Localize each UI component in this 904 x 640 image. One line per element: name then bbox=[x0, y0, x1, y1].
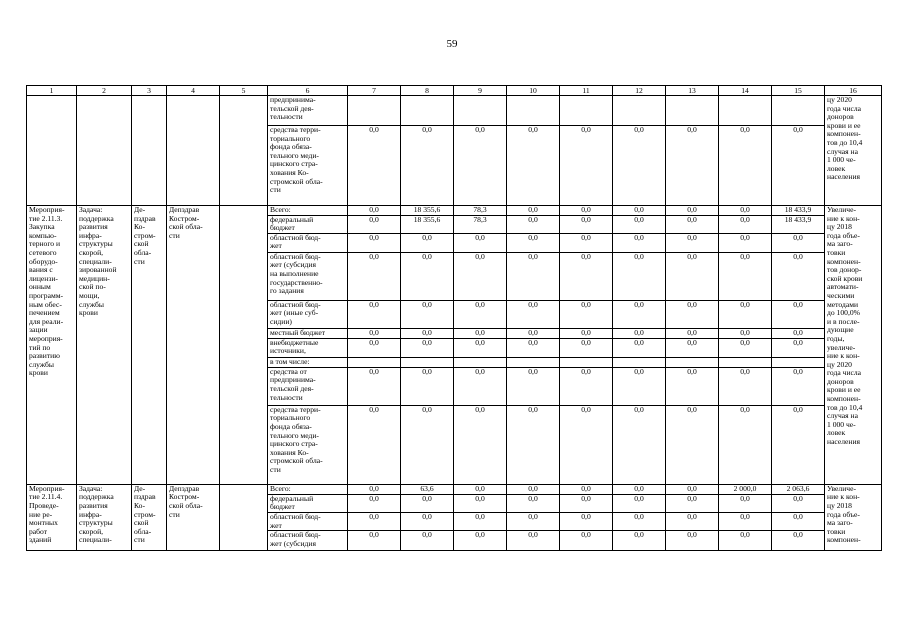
column-header: 6 bbox=[268, 86, 348, 96]
value-cell: 0,0 bbox=[666, 206, 719, 216]
block-c3: Де- пздрав Ко- стром- ской обла- сти bbox=[132, 484, 167, 550]
column-header: 12 bbox=[613, 86, 666, 96]
value-cell: 0,0 bbox=[560, 206, 613, 216]
funding-source-label: внебюджетные источники, bbox=[268, 338, 348, 357]
value-cell: 0,0 bbox=[666, 367, 719, 405]
value-cell bbox=[719, 96, 772, 126]
value-cell: 0,0 bbox=[507, 405, 560, 484]
value-cell: 0,0 bbox=[401, 126, 454, 206]
funding-source-label: Всего: bbox=[268, 484, 348, 494]
value-cell bbox=[613, 357, 666, 367]
value-cell: 0,0 bbox=[507, 531, 560, 551]
value-cell: 0,0 bbox=[348, 338, 401, 357]
table-row bbox=[27, 206, 882, 216]
column-header: 7 bbox=[348, 86, 401, 96]
value-cell: 0,0 bbox=[401, 405, 454, 484]
column-header: 3 bbox=[132, 86, 167, 96]
value-cell: 0,0 bbox=[560, 494, 613, 512]
value-cell: 0,0 bbox=[772, 233, 825, 252]
value-cell: 0,0 bbox=[613, 300, 666, 328]
value-cell: 0,0 bbox=[666, 512, 719, 530]
value-cell: 0,0 bbox=[772, 126, 825, 206]
funding-source-label: Всего: bbox=[268, 206, 348, 216]
value-cell: 0,0 bbox=[613, 206, 666, 216]
header-row bbox=[27, 86, 882, 96]
value-cell: 0,0 bbox=[507, 367, 560, 405]
block-c5 bbox=[220, 484, 268, 550]
value-cell: 0,0 bbox=[348, 252, 401, 300]
value-cell: 0,0 bbox=[507, 512, 560, 530]
table-row bbox=[27, 96, 882, 126]
value-cell: 0,0 bbox=[719, 233, 772, 252]
value-cell: 0,0 bbox=[348, 494, 401, 512]
funding-source-label: предпринима- тельской дея- тельности bbox=[268, 96, 348, 126]
value-cell: 0,0 bbox=[613, 367, 666, 405]
value-cell: 0,0 bbox=[666, 328, 719, 338]
value-cell: 0,0 bbox=[560, 233, 613, 252]
column-header: 8 bbox=[401, 86, 454, 96]
column-header: 11 bbox=[560, 86, 613, 96]
value-cell: 0,0 bbox=[772, 328, 825, 338]
funding-source-label: средства от предпринима- тельской дея- тельности bbox=[268, 367, 348, 405]
block-c1: Мероприя- тие 2.11.3. Закупка компью- терного и сетевого оборудо- вания с лицензи- онным программ- ным обес- печением для реали- зации мероприя- тий по развитию службы крови bbox=[27, 206, 77, 485]
value-cell: 0,0 bbox=[719, 512, 772, 530]
value-cell: 78,3 bbox=[454, 215, 507, 233]
value-cell: 0,0 bbox=[348, 206, 401, 216]
value-cell: 0,0 bbox=[772, 405, 825, 484]
value-cell: 0,0 bbox=[613, 338, 666, 357]
value-cell: 0,0 bbox=[454, 405, 507, 484]
value-cell: 0,0 bbox=[348, 367, 401, 405]
value-cell bbox=[454, 96, 507, 126]
value-cell bbox=[348, 357, 401, 367]
funding-source-label: средства терри- ториального фонда обяза- тельного меди- цинского стра- хования Ко- стромской обла- сти bbox=[268, 126, 348, 206]
value-cell: 0,0 bbox=[719, 328, 772, 338]
block-c3: Де- пздрав Ко- стром- ской обла- сти bbox=[132, 206, 167, 485]
expected-result: Увеличе- ние к кон- цу 2018 года объе- ма заго- товки компонен- bbox=[825, 484, 882, 550]
column-header: 5 bbox=[220, 86, 268, 96]
value-cell: 0,0 bbox=[507, 233, 560, 252]
value-cell bbox=[401, 96, 454, 126]
value-cell: 0,0 bbox=[454, 252, 507, 300]
budget-table bbox=[26, 85, 882, 551]
funding-source-label: федеральный бюджет bbox=[268, 215, 348, 233]
value-cell: 0,0 bbox=[454, 484, 507, 494]
value-cell: 0,0 bbox=[666, 494, 719, 512]
value-cell: 0,0 bbox=[560, 367, 613, 405]
block-c4 bbox=[167, 96, 220, 206]
value-cell bbox=[507, 96, 560, 126]
value-cell: 0,0 bbox=[719, 494, 772, 512]
funding-source-label: областной бюд- жет bbox=[268, 233, 348, 252]
expected-result: цу 2020 года числа доноров крови и ее компонен- тов до 10,4 случая на 1 000 че- ловек населения bbox=[825, 96, 882, 206]
value-cell: 0,0 bbox=[613, 215, 666, 233]
value-cell: 0,0 bbox=[401, 252, 454, 300]
column-header: 14 bbox=[719, 86, 772, 96]
value-cell: 0,0 bbox=[719, 405, 772, 484]
page-number: 59 bbox=[446, 38, 458, 50]
value-cell: 0,0 bbox=[348, 215, 401, 233]
value-cell: 0,0 bbox=[454, 494, 507, 512]
value-cell: 0,0 bbox=[401, 512, 454, 530]
value-cell: 0,0 bbox=[507, 484, 560, 494]
value-cell: 0,0 bbox=[666, 233, 719, 252]
block-c2: Задача: поддержка развития инфра- структуры скорой, специали- bbox=[77, 484, 132, 550]
value-cell bbox=[560, 357, 613, 367]
value-cell: 0,0 bbox=[560, 405, 613, 484]
value-cell: 63,6 bbox=[401, 484, 454, 494]
value-cell: 0,0 bbox=[454, 126, 507, 206]
value-cell: 18 355,6 bbox=[401, 215, 454, 233]
block-c2 bbox=[77, 96, 132, 206]
funding-source-label: областной бюд- жет (иные суб- сидии) bbox=[268, 300, 348, 328]
value-cell: 0,0 bbox=[454, 300, 507, 328]
value-cell: 0,0 bbox=[772, 338, 825, 357]
value-cell: 0,0 bbox=[719, 126, 772, 206]
block-c3 bbox=[132, 96, 167, 206]
column-header: 1 bbox=[27, 86, 77, 96]
value-cell: 0,0 bbox=[613, 252, 666, 300]
value-cell: 0,0 bbox=[401, 494, 454, 512]
value-cell: 0,0 bbox=[348, 233, 401, 252]
column-header: 9 bbox=[454, 86, 507, 96]
value-cell bbox=[666, 96, 719, 126]
block-c4: Депздрав Костром- ской обла- сти bbox=[167, 484, 220, 550]
value-cell bbox=[507, 357, 560, 367]
value-cell: 0,0 bbox=[613, 233, 666, 252]
value-cell: 0,0 bbox=[560, 338, 613, 357]
value-cell: 0,0 bbox=[401, 531, 454, 551]
value-cell: 2 063,6 bbox=[772, 484, 825, 494]
value-cell: 0,0 bbox=[507, 252, 560, 300]
value-cell: 0,0 bbox=[613, 405, 666, 484]
funding-source-label: областной бюд- жет (субсидия на выполнение государственно- го задания bbox=[268, 252, 348, 300]
value-cell bbox=[454, 357, 507, 367]
funding-source-label: областной бюд- жет bbox=[268, 512, 348, 530]
value-cell: 0,0 bbox=[613, 512, 666, 530]
value-cell: 0,0 bbox=[613, 484, 666, 494]
block-c1: Мероприя- тие 2.11.4. Проведе- ние ре- монтных работ зданий bbox=[27, 484, 77, 550]
value-cell: 0,0 bbox=[719, 206, 772, 216]
value-cell: 0,0 bbox=[401, 367, 454, 405]
value-cell: 0,0 bbox=[401, 300, 454, 328]
value-cell: 0,0 bbox=[560, 484, 613, 494]
value-cell bbox=[772, 96, 825, 126]
value-cell: 0,0 bbox=[666, 215, 719, 233]
value-cell: 0,0 bbox=[454, 531, 507, 551]
value-cell: 0,0 bbox=[507, 494, 560, 512]
value-cell: 0,0 bbox=[560, 252, 613, 300]
value-cell: 0,0 bbox=[348, 328, 401, 338]
value-cell: 0,0 bbox=[772, 494, 825, 512]
column-header: 13 bbox=[666, 86, 719, 96]
value-cell: 0,0 bbox=[666, 531, 719, 551]
block-c5 bbox=[220, 206, 268, 485]
value-cell: 0,0 bbox=[507, 206, 560, 216]
column-header: 16 bbox=[825, 86, 882, 96]
value-cell: 0,0 bbox=[348, 512, 401, 530]
column-header: 15 bbox=[772, 86, 825, 96]
value-cell: 0,0 bbox=[401, 338, 454, 357]
block-c5 bbox=[220, 96, 268, 206]
value-cell: 0,0 bbox=[666, 126, 719, 206]
value-cell bbox=[666, 357, 719, 367]
funding-source-label: местный бюджет bbox=[268, 328, 348, 338]
value-cell: 0,0 bbox=[772, 512, 825, 530]
value-cell: 0,0 bbox=[719, 338, 772, 357]
value-cell: 18 355,6 bbox=[401, 206, 454, 216]
expected-result: Увеличе- ние к кон- цу 2018 года объе- ма заго- товки компонен- тов донор- ской крови автомати- ческими методами до 100,0% и в после- дующие годы, увеличе- ние к кон- цу 2020 года числа доноров крови и ее компонен- тов до 10,4 случая на 1 000 че- ловек населения bbox=[825, 206, 882, 485]
value-cell: 0,0 bbox=[507, 338, 560, 357]
value-cell: 0,0 bbox=[348, 531, 401, 551]
value-cell bbox=[613, 96, 666, 126]
table-row bbox=[27, 484, 882, 494]
value-cell: 0,0 bbox=[719, 367, 772, 405]
value-cell: 0,0 bbox=[560, 531, 613, 551]
value-cell: 0,0 bbox=[613, 126, 666, 206]
block-c4: Депздрав Костром- ской обла- сти bbox=[167, 206, 220, 485]
value-cell bbox=[401, 357, 454, 367]
value-cell: 0,0 bbox=[401, 233, 454, 252]
value-cell: 0,0 bbox=[666, 252, 719, 300]
block-c1 bbox=[27, 96, 77, 206]
column-header: 10 bbox=[507, 86, 560, 96]
value-cell bbox=[348, 96, 401, 126]
value-cell: 0,0 bbox=[666, 338, 719, 357]
value-cell: 0,0 bbox=[348, 126, 401, 206]
value-cell: 0,0 bbox=[560, 126, 613, 206]
value-cell: 0,0 bbox=[666, 300, 719, 328]
value-cell: 0,0 bbox=[666, 484, 719, 494]
value-cell: 0,0 bbox=[666, 405, 719, 484]
value-cell: 0,0 bbox=[719, 252, 772, 300]
value-cell: 0,0 bbox=[719, 300, 772, 328]
value-cell: 0,0 bbox=[772, 367, 825, 405]
block-c2: Задача: поддержка развития инфра- структуры скорой, специали- зированной медицин- ской по- мощи, службы крови bbox=[77, 206, 132, 485]
value-cell: 0,0 bbox=[348, 484, 401, 494]
value-cell: 0,0 bbox=[613, 328, 666, 338]
funding-source-label: областной бюд- жет (субсидия bbox=[268, 531, 348, 551]
value-cell: 0,0 bbox=[772, 300, 825, 328]
value-cell: 0,0 bbox=[507, 300, 560, 328]
value-cell: 0,0 bbox=[560, 328, 613, 338]
funding-source-label: в том числе: bbox=[268, 357, 348, 367]
value-cell: 0,0 bbox=[719, 215, 772, 233]
value-cell: 0,0 bbox=[348, 405, 401, 484]
funding-source-label: федеральный бюджет bbox=[268, 494, 348, 512]
value-cell: 0,0 bbox=[772, 252, 825, 300]
value-cell: 0,0 bbox=[772, 531, 825, 551]
value-cell: 2 000,0 bbox=[719, 484, 772, 494]
value-cell: 18 433,9 bbox=[772, 215, 825, 233]
value-cell: 0,0 bbox=[454, 338, 507, 357]
value-cell: 0,0 bbox=[613, 494, 666, 512]
value-cell: 0,0 bbox=[719, 531, 772, 551]
value-cell bbox=[719, 357, 772, 367]
value-cell: 78,3 bbox=[454, 206, 507, 216]
value-cell: 0,0 bbox=[613, 531, 666, 551]
value-cell: 0,0 bbox=[560, 300, 613, 328]
column-header: 4 bbox=[167, 86, 220, 96]
value-cell: 0,0 bbox=[401, 328, 454, 338]
column-header: 2 bbox=[77, 86, 132, 96]
value-cell: 0,0 bbox=[454, 328, 507, 338]
value-cell: 18 433,9 bbox=[772, 206, 825, 216]
funding-source-label: средства терри- ториального фонда обяза- тельного меди- цинского стра- хования Ко- стромской обла- сти bbox=[268, 405, 348, 484]
value-cell: 0,0 bbox=[507, 126, 560, 206]
value-cell: 0,0 bbox=[560, 512, 613, 530]
value-cell bbox=[560, 96, 613, 126]
value-cell: 0,0 bbox=[507, 215, 560, 233]
value-cell: 0,0 bbox=[454, 367, 507, 405]
value-cell: 0,0 bbox=[454, 512, 507, 530]
value-cell: 0,0 bbox=[348, 300, 401, 328]
value-cell: 0,0 bbox=[454, 233, 507, 252]
value-cell: 0,0 bbox=[560, 215, 613, 233]
value-cell: 0,0 bbox=[507, 328, 560, 338]
value-cell bbox=[772, 357, 825, 367]
